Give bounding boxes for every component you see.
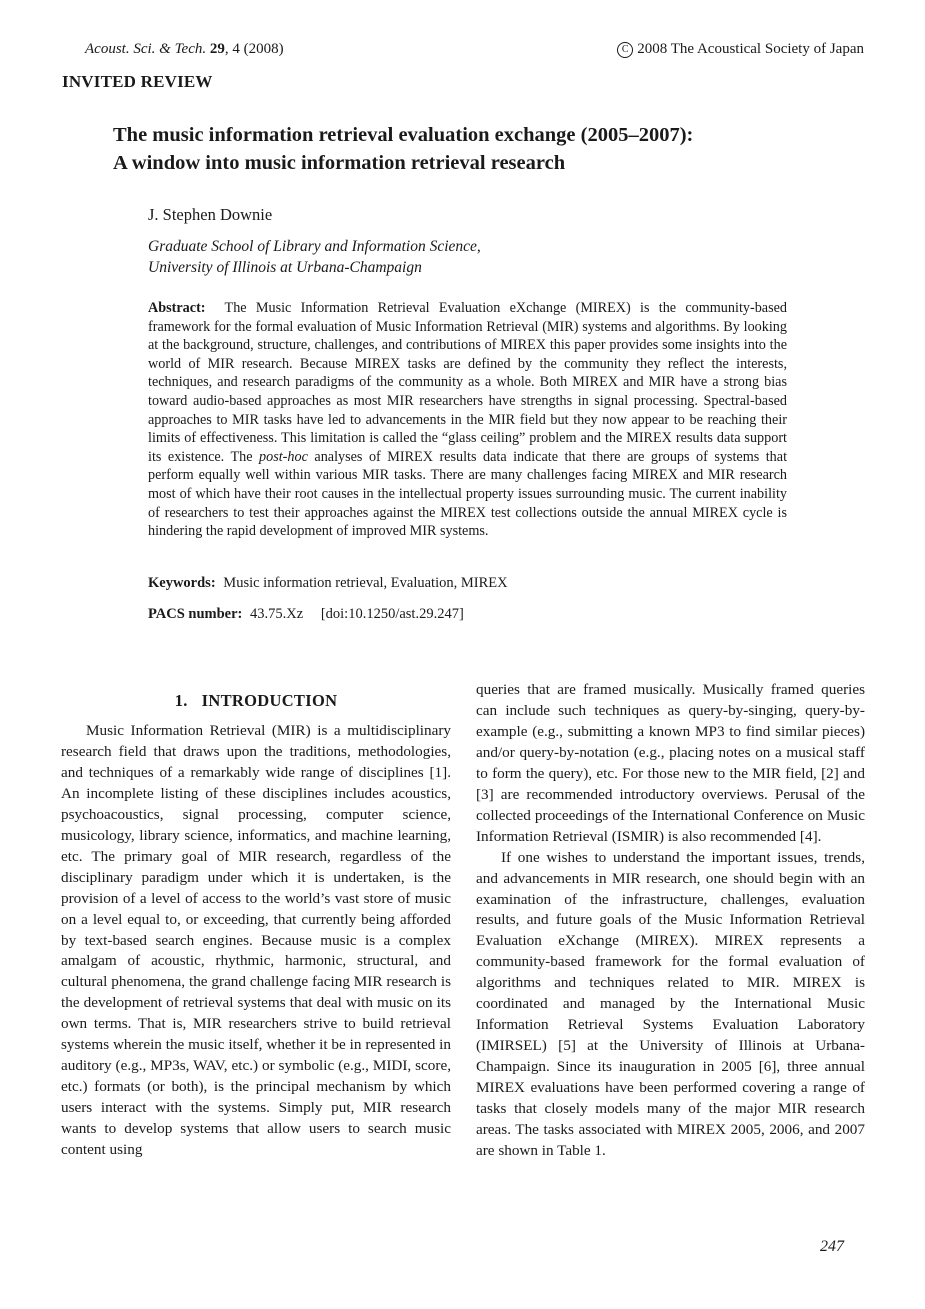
paper-title [113,121,833,177]
doi-link[interactable]: [doi:10.1250/ast.29.247] [320,606,464,622]
left-column-body [61,721,451,1161]
intro-paragraph-1: Music Information Retrieval (MIR) is a multidisciplinary research field that draws upon the traditions, methodologies, and techniques of a remarkably wide range of disciplines [1]. An incomplete listing of these disciplines includes acoustics, psychoacoustics, signal processing, computer science, musicology, library science, informatics, and machine learning, etc. The primary goal of MIR research, regardless of the disciplinary paradigm under which it is undertaken, is the provision of a level of access to the world’s vast store of music on a level equal to, or exceeding, that currently being afforded by text-based search engines. Because music is a complex amalgam of acoustic, rhythmic, harmonic, structural, and cultural phenomena, the grand challenge facing MIR research is the development of retrieval systems that deal with music on its own terms. That is, MIR researchers strive to build retrieval systems wherein the music itself, whether it be in represented in auditory (e.g., MP3s, WAV, etc.) or symbolic (e.g., MIDI, score, etc.) formats (or both), is the principal mechanism by which users interact with the systems. Simply put, MIR research wants to develop systems that allow users to search music content using [61,722,451,1159]
journal-issue-year: , 4 (2008) [224,41,284,57]
page-number: 247 [820,1238,844,1255]
copyright-notice [617,41,864,58]
right-column-body [476,680,865,1162]
keywords-text: Music information retrieval, Evaluation, MIREX [223,575,508,591]
author-affiliation [148,236,481,278]
intro-paragraph-1-continued: queries that are framed musically. Musically framed queries can include such techniques as query-by-singing, query-by-example (e.g., submitting a known MP3 to find similar pieces) and/or query-by-notation (e.g., placing notes on a musical staff to form the query), etc. For those new to the MIR field, [2] and [3] are recommended introductory overviews. Perusal of the collected proceedings of the International Conference on Music Information Retrieval (ISMIR) is also recommended [4]. [476,681,865,845]
introduction-heading [61,691,451,711]
affiliation-line-1: Graduate School of Library and Information Science, [148,238,481,255]
author-name: J. Stephen Downie [148,205,273,224]
abstract-label: Abstract: [148,300,206,316]
affiliation-line-2: University of Illinois at Urbana-Champaign [148,259,422,276]
copyright-text: 2008 The Acoustical Society of Japan [637,41,864,57]
article-type-label: INVITED REVIEW [62,72,213,91]
abstract [148,299,787,541]
section-number: 1. [174,691,188,710]
journal-volume: 29 [209,41,225,57]
paper-title-line-2: A window into music information retrieval research [113,152,566,174]
pacs-line [148,606,464,623]
journal-name: Acoust. Sci. & Tech. [85,41,207,57]
copyright-icon: C [617,42,633,58]
keywords [148,575,508,592]
pacs-label: PACS number: [148,606,243,622]
paper-title-line-1: The music information retrieval evaluation exchange (2005–2007): [113,124,694,146]
section-title: INTRODUCTION [201,691,338,710]
abstract-italic-term: post-hoc [259,448,308,465]
journal-citation [85,41,284,58]
abstract-text-part-2: analyses of MIREX results data indicate that there are groups of systems that perform equally well within various MIR tasks. There are many challenges facing MIREX and MIR research most of which have their root causes in the intellectual property issues surrounding music. The current inability of researchers to test their approaches against the MIREX test collections outside the annual MIREX cycle is hindering the rapid development of improved MIR systems. [148,448,788,540]
abstract-text-part-1: The Music Information Retrieval Evaluation eXchange (MIREX) is the community-based framework for the formal evaluation of Music Information Retrieval (MIR) systems and algorithms. By looking at the background, structure, challenges, and contributions of MIREX this paper provides some insights into the world of MIR research. Because MIREX tasks are defined by the community they reflect the interests, techniques, and research paradigms of the community as a whole. Both MIREX and MIR have a strong bias toward audio-based approaches as most MIR researchers have strengths in signal processing. Spectral-based approaches to MIR tasks have led to advancements in the MIR field but they now appear to be reaching their limits of effectiveness. This limitation is called the “glass ceiling” problem and the MIREX results data support its existence. The [148,300,788,465]
keywords-label: Keywords: [148,575,216,591]
intro-paragraph-2: If one wishes to understand the important issues, trends, and advancements in MIR research, one should begin with an examination of the infrastructure, challenges, evaluation results, and future goals of the Music Information Retrieval Evaluation eXchange (MIREX). MIREX represents a community-based framework for the formal evaluation of algorithms and techniques related to MIR. MIREX is coordinated and managed by the International Music Information Retrieval Systems Evaluation Laboratory (IMIRSEL) [5] at the University of Illinois at Urbana-Champaign. Since its inauguration in 2005 [6], three annual MIREX evaluations have been performed covering a range of tasks that closely models many of the major MIR research areas. The tasks associated with MIREX 2005, 2006, and 2007 are shown in Table 1. [476,848,865,1159]
pacs-number: 43.75.Xz [250,606,304,622]
